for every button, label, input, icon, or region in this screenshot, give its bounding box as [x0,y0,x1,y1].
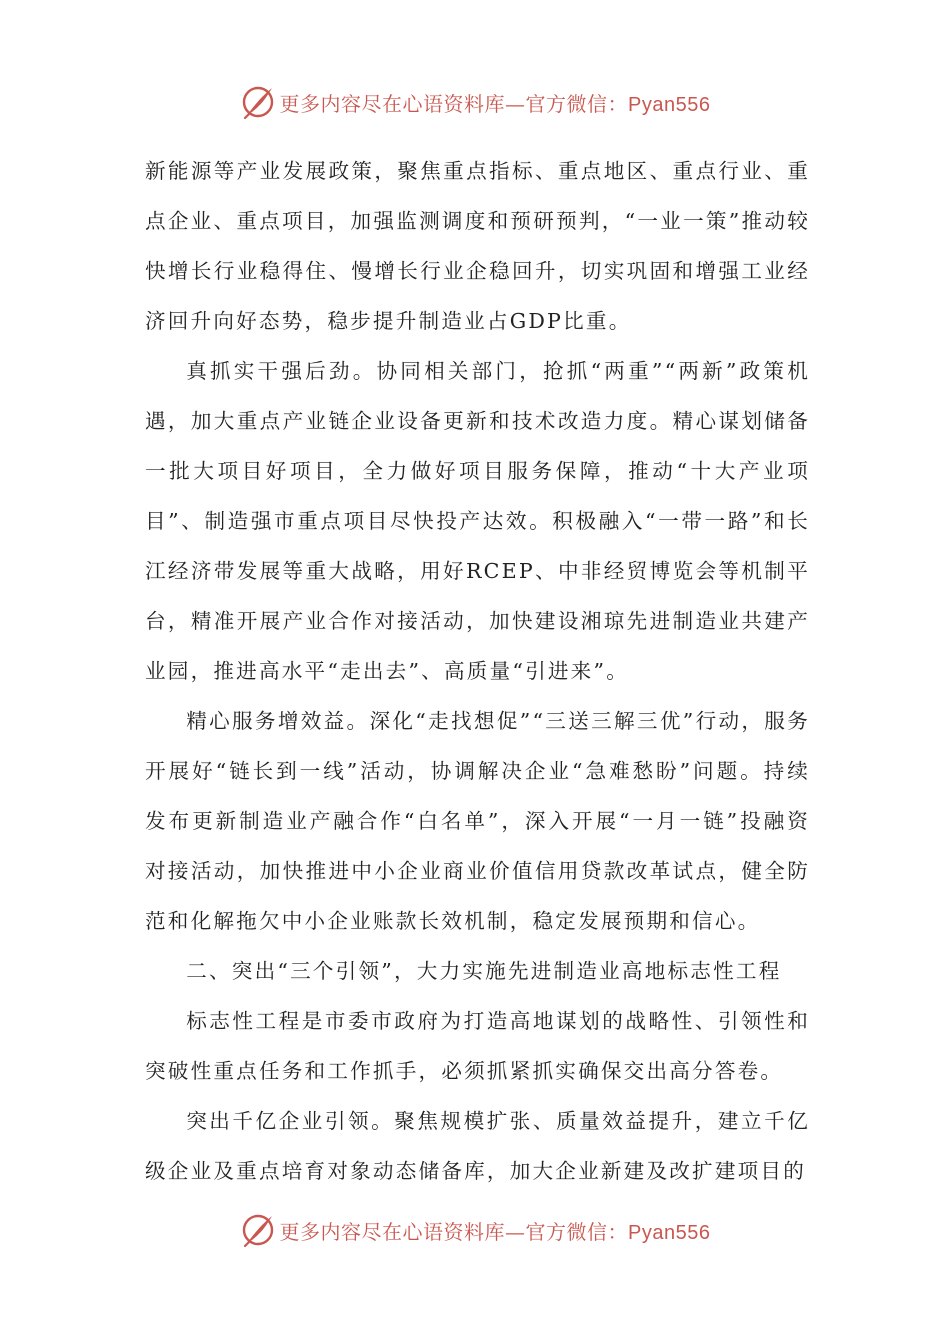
header-banner-text: 更多内容尽在心语资料库—官方微信：Pyan556 [279,91,711,116]
document-body [145,146,810,1196]
header-banner-wechat-id: Pyan556 [628,93,711,116]
paragraph-6: 突出千亿企业引领。聚焦规模扩张、质量效益提升，建立千亿级企业及重点培育对象动态储备库，加大企业新建及改扩建项目的 [145,1109,810,1183]
paragraph-2: 真抓实干强后劲。协同相关部门，抢抓“两重”“两新”政策机遇，加大重点产业链企业设备更新和技术改造力度。精心谋划储备一批大项目好项目，全力做好项目服务保障，推动“十大产业项目”、制造强市重点项目尽快投产达效。积极融入“一带一路”和长江经济带发展等重大战略，用好RCEP、中非经贸博览会等机制平台，精准开展产业合作对接活动，加快建设湘琼先进制造业共建产业园，推进高水平“走出去”、高质量“引进来”。 [145,359,810,683]
quill-seal-logo-icon [240,84,276,120]
footer-banner [0,1210,950,1250]
quill-seal-logo-icon [240,1212,276,1248]
footer-banner-text: 更多内容尽在心语资料库—官方微信：Pyan556 [279,1219,711,1244]
section-heading-2: 二、突出“三个引领”，大力实施先进制造业高地标志性工程 [186,959,782,983]
paragraph-5: 标志性工程是市委市政府为打造高地谋划的战略性、引领性和突破性重点任务和工作抓手，必须抓紧抓实确保交出高分答卷。 [145,1009,810,1083]
footer-banner-wechat-id: Pyan556 [628,1221,711,1244]
paragraph-1: 新能源等产业发展政策，聚焦重点指标、重点地区、重点行业、重点企业、重点项目，加强监测调度和预研预判，“一业一策”推动较快增长行业稳得住、慢增长行业企稳回升，切实巩固和增强工业经济回升向好态势，稳步提升制造业占GDP比重。 [145,159,810,333]
paragraph-3: 精心服务增效益。深化“走找想促”“三送三解三优”行动，服务开展好“链长到一线”活动，协调解决企业“急难愁盼”问题。持续发布更新制造业产融合作“白名单”，深入开展“一月一链”投融资对接活动，加快推进中小企业商业价值信用贷款改革试点，健全防范和化解拖欠中小企业账款长效机制，稳定发展预期和信心。 [145,709,810,933]
header-banner [0,82,950,122]
